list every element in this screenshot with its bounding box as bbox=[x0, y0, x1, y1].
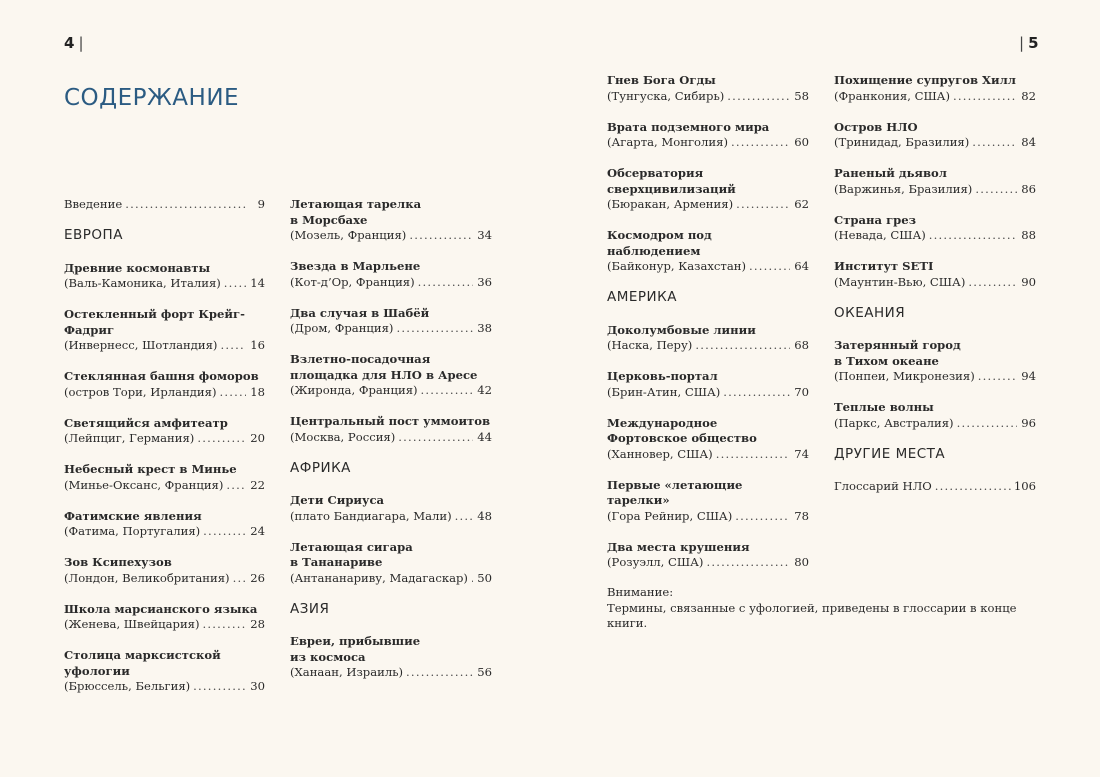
toc-entry-line bbox=[607, 135, 809, 151]
toc-entry-page: 20 bbox=[250, 431, 265, 445]
toc-entry-line bbox=[64, 478, 265, 494]
toc-entry-page: 44 bbox=[477, 429, 492, 444]
leader-dots bbox=[193, 679, 246, 695]
section-heading-oceania: ОКЕАНИЯ bbox=[834, 304, 906, 321]
toc-entry-location: (Маунтин-Вью, США) bbox=[834, 274, 966, 289]
toc-entry[interactable] bbox=[607, 369, 809, 400]
leader-dots bbox=[968, 275, 1017, 291]
toc-entry-title: Светящийся амфитеатр bbox=[64, 415, 228, 430]
toc-entry-location: (Розуэлл, США) bbox=[607, 555, 704, 569]
toc-entry[interactable] bbox=[607, 120, 809, 151]
toc-entry[interactable] bbox=[607, 478, 809, 525]
toc-entry-location: (Брин-Атин, США) bbox=[607, 384, 721, 399]
toc-entry-location: (Лондон, Великобритания) bbox=[64, 570, 230, 585]
toc-entry[interactable] bbox=[64, 462, 265, 493]
toc-entry-line bbox=[607, 509, 809, 525]
toc-entry-location: (плато Бандиагара, Мали) bbox=[290, 508, 452, 523]
leader-dots bbox=[396, 321, 473, 337]
toc-entry-location: (Агарта, Монголия) bbox=[607, 135, 728, 149]
toc-column-1 bbox=[64, 197, 265, 710]
toc-entry-location: (Паркс, Австралия) bbox=[834, 415, 954, 430]
toc-entry[interactable] bbox=[834, 213, 1036, 244]
leader-dots bbox=[197, 431, 246, 447]
toc-entry-title: Международное Фортовское общество bbox=[607, 415, 757, 445]
toc-entry-location: (Тринидад, Бразилия) bbox=[834, 135, 970, 149]
toc-entry-location: (Валь-Камоника, Италия) bbox=[64, 276, 221, 290]
toc-entry-location: (Ханаан, Израиль) bbox=[290, 665, 404, 679]
toc-entry-title: Два места крушения bbox=[607, 539, 750, 554]
right-page-number bbox=[1015, 34, 1039, 52]
toc-entry-title: Гнев Бога Огды bbox=[607, 73, 716, 87]
page-number-separator: | bbox=[78, 34, 84, 52]
toc-entry-title: Похищение супругов Хилл bbox=[834, 73, 1016, 87]
toc-entry-page: 64 bbox=[794, 259, 809, 273]
toc-entry[interactable] bbox=[64, 307, 265, 354]
toc-entry[interactable] bbox=[64, 416, 265, 447]
toc-entry-location: (Москва, Россия) bbox=[290, 429, 396, 444]
toc-entry[interactable] bbox=[834, 259, 1036, 290]
toc-entry-line bbox=[64, 276, 265, 292]
leader-dots bbox=[220, 385, 247, 401]
toc-entry-line bbox=[607, 338, 809, 354]
toc-entry-page: 38 bbox=[477, 321, 492, 335]
toc-entry-page: 74 bbox=[794, 446, 809, 461]
toc-entry-location: (Невада, США) bbox=[834, 228, 926, 242]
toc-entry-page: 50 bbox=[477, 570, 492, 585]
toc-entry-title: Доколумбовые линии bbox=[607, 322, 756, 337]
toc-entry-page: 80 bbox=[794, 555, 809, 569]
toc-entry[interactable] bbox=[607, 323, 809, 354]
toc-entry-title: Евреи, прибывшие из космоса bbox=[290, 634, 421, 664]
toc-entry-location: (Мозель, Франция) bbox=[290, 228, 407, 242]
toc-entry-location: (остров Тори, Ирландия) bbox=[64, 384, 217, 399]
note-label: Внимание: bbox=[607, 585, 674, 599]
toc-entry-intro[interactable] bbox=[64, 197, 265, 213]
toc-entry-title: Институт SETI bbox=[834, 259, 934, 273]
toc-entry[interactable] bbox=[64, 602, 265, 633]
left-page-number bbox=[64, 34, 88, 52]
toc-column-4 bbox=[834, 73, 1036, 510]
toc-entry-location: (Франкония, США) bbox=[834, 88, 950, 103]
toc-entry-line bbox=[64, 571, 265, 587]
section-heading-asia: АЗИЯ bbox=[290, 600, 330, 617]
toc-entry-title: Летающая тарелка в Морсбахе bbox=[290, 197, 422, 227]
page-title: СОДЕРЖАНИЕ bbox=[64, 85, 240, 112]
page-number-value: 5 bbox=[1028, 34, 1039, 52]
leader-dots bbox=[418, 275, 473, 291]
leader-dots bbox=[749, 259, 790, 275]
leader-dots bbox=[203, 524, 246, 540]
toc-entry-title: Зов Ксипехузов bbox=[64, 555, 172, 569]
toc-entry[interactable] bbox=[64, 509, 265, 540]
leader-dots bbox=[224, 276, 246, 292]
toc-entry-line bbox=[607, 555, 809, 571]
toc-entry-page: 28 bbox=[250, 617, 265, 631]
toc-entry-line bbox=[64, 385, 265, 401]
toc-entry-line bbox=[607, 89, 809, 105]
toc-entry-title: Церковь-портал bbox=[607, 369, 718, 383]
leader-dots bbox=[203, 617, 246, 633]
toc-entry[interactable] bbox=[64, 261, 265, 292]
toc-entry-title: Остекленный форт Крейг- Фадриг bbox=[64, 307, 245, 337]
attention-note bbox=[607, 585, 1047, 632]
leader-dots bbox=[953, 89, 1017, 105]
toc-entry-title: Раненый дьявол bbox=[834, 166, 947, 180]
leader-dots bbox=[731, 135, 790, 151]
section-heading-other: ДРУГИЕ МЕСТА bbox=[834, 445, 946, 462]
leader-dots bbox=[723, 385, 790, 401]
toc-entry-page: 30 bbox=[250, 679, 265, 693]
toc-entry-location: (Тунгуска, Сибирь) bbox=[607, 88, 725, 103]
toc-entry-page: 96 bbox=[1021, 415, 1036, 430]
toc-entry-line bbox=[290, 430, 492, 446]
toc-entry[interactable] bbox=[607, 540, 809, 571]
toc-entry-line bbox=[834, 479, 1036, 495]
toc-entry[interactable] bbox=[607, 228, 809, 275]
toc-entry-title: Космодром под наблюдением bbox=[607, 228, 712, 258]
toc-entry-location: (Наска, Перу) bbox=[607, 338, 693, 352]
leader-dots bbox=[695, 338, 790, 354]
toc-entry-line bbox=[64, 197, 265, 213]
toc-entry-page: 22 bbox=[250, 477, 265, 492]
toc-entry-line bbox=[290, 571, 492, 587]
leader-dots bbox=[125, 197, 246, 213]
toc-entry-location: (Гора Рейнир, США) bbox=[607, 508, 733, 523]
toc-entry[interactable] bbox=[834, 120, 1036, 151]
toc-entry-line bbox=[290, 228, 492, 244]
toc-entry-glossary[interactable] bbox=[834, 479, 1036, 495]
leader-dots bbox=[220, 338, 246, 354]
toc-entry-page: 24 bbox=[250, 524, 265, 538]
toc-entry-line bbox=[64, 338, 265, 354]
leader-dots bbox=[727, 89, 790, 105]
toc-entry-title: Стеклянная башня фоморов bbox=[64, 369, 259, 383]
toc-entry[interactable] bbox=[607, 416, 809, 463]
toc-entry-title: Затерянный город в Тихом океане bbox=[834, 338, 961, 368]
toc-entry-page: 42 bbox=[477, 383, 492, 397]
toc-entry-location: (Лейпциг, Германия) bbox=[64, 431, 195, 445]
section-heading-america: АМЕРИКА bbox=[607, 289, 677, 305]
toc-entry-page: 48 bbox=[477, 508, 492, 523]
toc-entry-title: Страна грез bbox=[834, 212, 917, 227]
leader-dots bbox=[929, 228, 1017, 244]
leader-dots bbox=[409, 228, 473, 244]
toc-entry-page: 62 bbox=[794, 197, 809, 211]
toc-entry[interactable] bbox=[834, 73, 1036, 104]
toc-entry[interactable] bbox=[607, 166, 809, 213]
toc-entry-line bbox=[834, 182, 1036, 198]
leader-dots bbox=[406, 665, 473, 681]
leader-dots bbox=[975, 182, 1017, 198]
toc-entry-location: (Понпеи, Микронезия) bbox=[834, 369, 975, 383]
toc-entry-line bbox=[607, 259, 809, 275]
leader-dots bbox=[972, 135, 1017, 151]
toc-entry[interactable] bbox=[290, 493, 492, 524]
toc-entry-title: Фатимские явления bbox=[64, 508, 202, 523]
toc-entry[interactable] bbox=[64, 648, 265, 695]
leader-dots bbox=[957, 416, 1017, 432]
toc-entry-line bbox=[607, 197, 809, 213]
toc-entry-title: Звезда в Марльене bbox=[290, 259, 421, 273]
toc-entry-title: Центральный пост уммоитов bbox=[290, 414, 491, 428]
toc-entry-page: 56 bbox=[477, 665, 492, 679]
toc-entry-page: 18 bbox=[250, 384, 265, 399]
toc-entry[interactable] bbox=[64, 555, 265, 586]
toc-entry[interactable] bbox=[64, 369, 265, 400]
leader-dots bbox=[706, 555, 790, 571]
toc-entry-page: 86 bbox=[1021, 181, 1036, 196]
toc-entry-title: Введение bbox=[64, 197, 123, 211]
toc-entry-title: Столица марксистской уфологии bbox=[64, 648, 221, 678]
note-text: Термины, связанные с уфологией, приведены в глоссарии в конце книги. bbox=[607, 600, 1017, 630]
toc-entry-page: 16 bbox=[250, 338, 265, 352]
toc-entry-page: 58 bbox=[794, 88, 809, 103]
toc-entry-page: 70 bbox=[794, 384, 809, 399]
toc-entry-page: 68 bbox=[794, 338, 809, 352]
toc-entry-title: Небесный крест в Минье bbox=[64, 462, 237, 476]
toc-entry-line bbox=[290, 321, 492, 337]
toc-entry-page: 84 bbox=[1021, 135, 1036, 149]
toc-entry[interactable] bbox=[290, 259, 492, 290]
toc-entry-line bbox=[834, 275, 1036, 291]
toc-entry-line bbox=[834, 135, 1036, 151]
toc-entry-page: 14 bbox=[250, 276, 265, 290]
toc-entry-page: 82 bbox=[1021, 88, 1036, 103]
toc-entry-location: (Варжинья, Бразилия) bbox=[834, 181, 973, 196]
toc-entry-title: Два случая в Шабёй bbox=[290, 305, 430, 320]
toc-entry[interactable] bbox=[607, 73, 809, 104]
toc-entry-location: (Ханновер, США) bbox=[607, 446, 713, 461]
toc-entry-page: 106 bbox=[1013, 479, 1036, 493]
toc-entry-line bbox=[290, 383, 492, 399]
leader-dots bbox=[716, 447, 790, 463]
toc-column-2 bbox=[290, 197, 492, 696]
leader-dots bbox=[455, 509, 473, 525]
leader-dots bbox=[233, 571, 246, 587]
toc-entry[interactable] bbox=[290, 197, 492, 244]
toc-entry-location: (Антананариву, Мадагаскар) bbox=[290, 570, 468, 585]
toc-entry-line bbox=[64, 617, 265, 633]
toc-entry-line bbox=[290, 665, 492, 681]
toc-entry-title: Первые «летающие тарелки» bbox=[607, 477, 743, 507]
toc-entry-page: 26 bbox=[250, 570, 265, 585]
toc-entry-line bbox=[64, 679, 265, 695]
leader-dots bbox=[226, 478, 246, 494]
toc-entry-line bbox=[834, 416, 1036, 432]
toc-entry-location: (Фатима, Португалия) bbox=[64, 524, 201, 538]
toc-entry-page: 94 bbox=[1021, 369, 1036, 383]
toc-entry[interactable] bbox=[834, 166, 1036, 197]
toc-entry-location: (Минье-Оксанс, Франция) bbox=[64, 477, 224, 492]
toc-entry-title: Глоссарий НЛО bbox=[834, 479, 932, 493]
toc-entry-line bbox=[607, 447, 809, 463]
toc-entry-title: Древние космонавты bbox=[64, 260, 211, 275]
toc-column-3 bbox=[607, 73, 809, 586]
toc-entry-page: 90 bbox=[1021, 274, 1036, 289]
toc-entry-title: Школа марсианского языка bbox=[64, 601, 258, 616]
toc-entry-line bbox=[834, 228, 1036, 244]
section-heading-europe: ЕВРОПА bbox=[64, 227, 123, 243]
toc-entry-page: 60 bbox=[794, 135, 809, 149]
toc-entry-line bbox=[607, 385, 809, 401]
leader-dots bbox=[935, 479, 1011, 495]
toc-entry-page: 36 bbox=[477, 274, 492, 289]
toc-entry-line bbox=[834, 369, 1036, 385]
toc-entry-line bbox=[290, 509, 492, 525]
toc-entry-page: 78 bbox=[794, 508, 809, 523]
toc-entry-title: Дети Сириуса bbox=[290, 493, 385, 507]
toc-entry-line bbox=[64, 431, 265, 447]
leader-dots bbox=[736, 197, 790, 213]
leader-dots bbox=[471, 571, 473, 587]
section-heading-africa: АФРИКА bbox=[290, 459, 351, 476]
toc-entry-title: Взлетно-посадочная площадка для НЛО в Аресе bbox=[290, 352, 478, 382]
toc-entry-line bbox=[290, 275, 492, 291]
toc-entry[interactable] bbox=[290, 634, 492, 681]
toc-entry[interactable] bbox=[290, 540, 492, 587]
leader-dots bbox=[421, 383, 473, 399]
toc-entry[interactable] bbox=[834, 338, 1036, 385]
toc-entry-title: Летающая сигара в Тананариве bbox=[290, 539, 413, 569]
toc-entry-title: Обсерватория сверхцивилизаций bbox=[607, 166, 736, 196]
toc-entry-location: (Бюракан, Армения) bbox=[607, 197, 734, 211]
page-number-value: 4 bbox=[64, 34, 75, 52]
toc-entry-page: 9 bbox=[257, 197, 265, 211]
toc-entry-location: (Дром, Франция) bbox=[290, 321, 394, 335]
toc-entry-location: (Байконур, Казахстан) bbox=[607, 259, 746, 273]
toc-entry-title: Теплые волны bbox=[834, 400, 934, 414]
toc-entry[interactable] bbox=[290, 306, 492, 337]
toc-entry-location: (Женева, Швейцария) bbox=[64, 617, 200, 631]
leader-dots bbox=[978, 369, 1017, 385]
toc-entry-line bbox=[64, 524, 265, 540]
toc-entry-location: (Жиронда, Франция) bbox=[290, 383, 418, 397]
page-number-separator: | bbox=[1019, 34, 1025, 52]
toc-entry-title: Остров НЛО bbox=[834, 119, 918, 134]
toc-entry[interactable] bbox=[290, 352, 492, 399]
toc-entry-line bbox=[834, 89, 1036, 105]
leader-dots bbox=[735, 509, 790, 525]
toc-entry-location: (Инвернесс, Шотландия) bbox=[64, 338, 218, 352]
toc-entry-location: (Кот-д’Ор, Франция) bbox=[290, 274, 415, 289]
toc-entry-title: Врата подземного мира bbox=[607, 119, 770, 134]
toc-entry[interactable] bbox=[834, 400, 1036, 431]
toc-entry-page: 34 bbox=[477, 228, 492, 242]
toc-entry-location: (Брюссель, Бельгия) bbox=[64, 679, 191, 693]
leader-dots bbox=[398, 430, 473, 446]
toc-entry[interactable] bbox=[290, 414, 492, 445]
toc-entry-page: 88 bbox=[1021, 228, 1036, 242]
